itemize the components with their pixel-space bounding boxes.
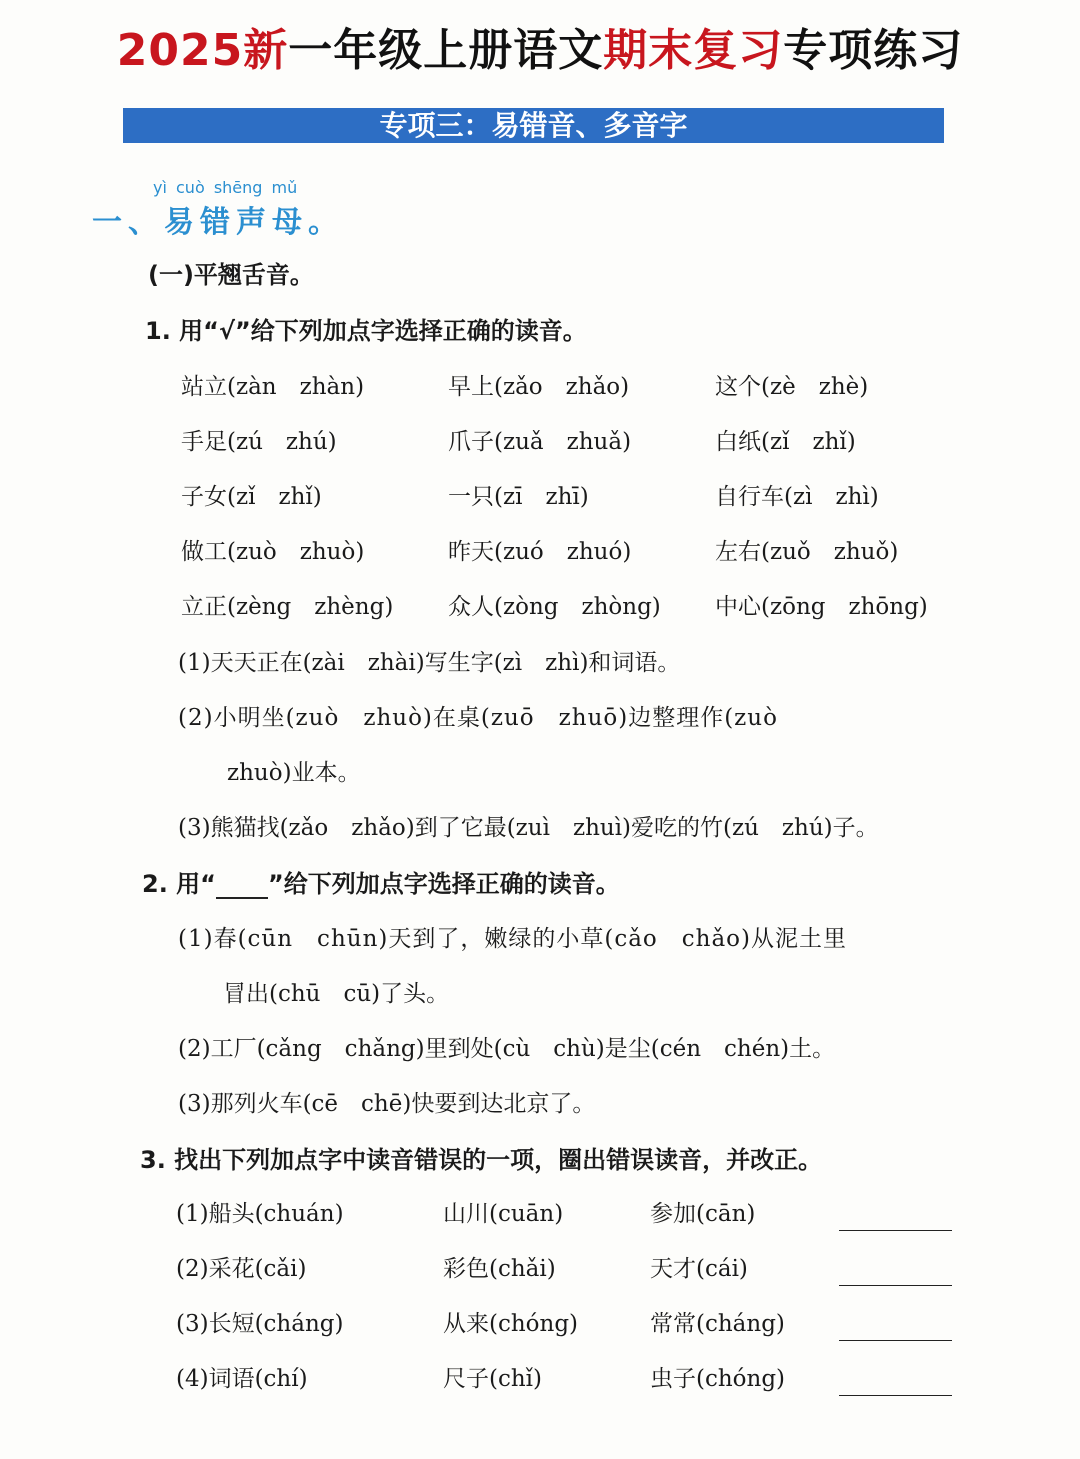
q1-item: 手足(zú zhú) — [181, 429, 337, 455]
q3-item: 天才(cái) — [650, 1256, 748, 1282]
answer-blank[interactable] — [839, 1229, 952, 1231]
q2-sentence-1: (1)春(cūn chūn)天到了，嫩绿的小草(cǎo chǎo)从泥土里 — [178, 926, 847, 952]
question-2-label: 2. 用“ ”给下列加点字选择正确的读音。 — [142, 870, 620, 898]
answer-blank[interactable] — [839, 1339, 952, 1341]
q3-item: 尺子(chǐ) — [443, 1366, 542, 1392]
q1-item: 中心(zōng zhōng) — [715, 594, 928, 620]
answer-blank[interactable] — [839, 1284, 952, 1286]
q3-item: 从来(chóng) — [443, 1311, 579, 1337]
q3-item: 彩色(chǎi) — [443, 1256, 556, 1282]
heading-pinyin: yì cuò shēng mǔ — [153, 178, 298, 197]
subsection-heading: (一)平翘舌音。 — [148, 261, 314, 289]
q1-item: 昨天(zuó zhuó) — [448, 539, 632, 565]
page-title: 2025新一年级上册语文期末复习专项练习 — [116, 25, 964, 76]
q3-item: (2)采花(cǎi) — [176, 1256, 307, 1282]
section-heading: 一、易错声母。 — [92, 205, 344, 240]
q1-item: 左右(zuǒ zhuǒ) — [715, 539, 899, 565]
q1-item: 子女(zǐ zhǐ) — [181, 484, 322, 510]
q1-item: 早上(zǎo zhǎo) — [448, 374, 630, 400]
q1-item: 爪子(zuǎ zhuǎ) — [448, 429, 632, 455]
underline-mark — [216, 875, 268, 899]
q3-item: 常常(cháng) — [650, 1311, 785, 1337]
q1-item: 做工(zuò zhuò) — [181, 539, 365, 565]
q1-sentence-2: (2)小明坐(zuò zhuò)在桌(zuō zhuō)边整理作(zuò — [178, 705, 778, 731]
q1-item: 众人(zòng zhòng) — [448, 594, 661, 620]
q2-sentence-2: (2)工厂(cǎng chǎng)里到处(cù chù)是尘(cén chén)土。 — [178, 1036, 836, 1062]
q3-item: 虫子(chóng) — [650, 1366, 786, 1392]
q1-item: 白纸(zǐ zhǐ) — [715, 429, 856, 455]
q1-item: 这个(zè zhè) — [715, 374, 869, 400]
q3-item: (3)长短(cháng) — [176, 1311, 344, 1337]
q3-item: (1)船头(chuán) — [176, 1201, 344, 1227]
q1-sentence-3: (3)熊猫找(zǎo zhǎo)到了它最(zuì zhuì)爱吃的竹(zú zhú)子。 — [178, 815, 879, 841]
q1-item: 一只(zī zhī) — [448, 484, 589, 510]
answer-blank[interactable] — [839, 1394, 952, 1396]
section-banner: 专项三：易错音、多音字 — [123, 108, 944, 143]
q3-item: 参加(cān) — [650, 1201, 756, 1227]
q1-item: 站立(zàn zhàn) — [181, 374, 365, 400]
q3-item: (4)词语(chí) — [176, 1366, 308, 1392]
question-1-label: 1. 用“√”给下列加点字选择正确的读音。 — [145, 317, 587, 345]
q1-item: 立正(zèng zhèng) — [181, 594, 394, 620]
q1-item: 自行车(zì zhì) — [715, 484, 879, 510]
question-3-label: 3. 找出下列加点字中读音错误的一项，圈出错误读音，并改正。 — [140, 1146, 823, 1174]
q2-sentence-3: (3)那列火车(cē chē)快要到达北京了。 — [178, 1091, 596, 1117]
q2-sentence-1-cont: 冒出(chū cū)了头。 — [223, 981, 450, 1007]
q1-sentence-2-cont: zhuò)业本。 — [227, 760, 361, 786]
q1-sentence-1: (1)天天正在(zài zhài)写生字(zì zhì)和词语。 — [178, 650, 681, 676]
q3-item: 山川(cuān) — [443, 1201, 564, 1227]
